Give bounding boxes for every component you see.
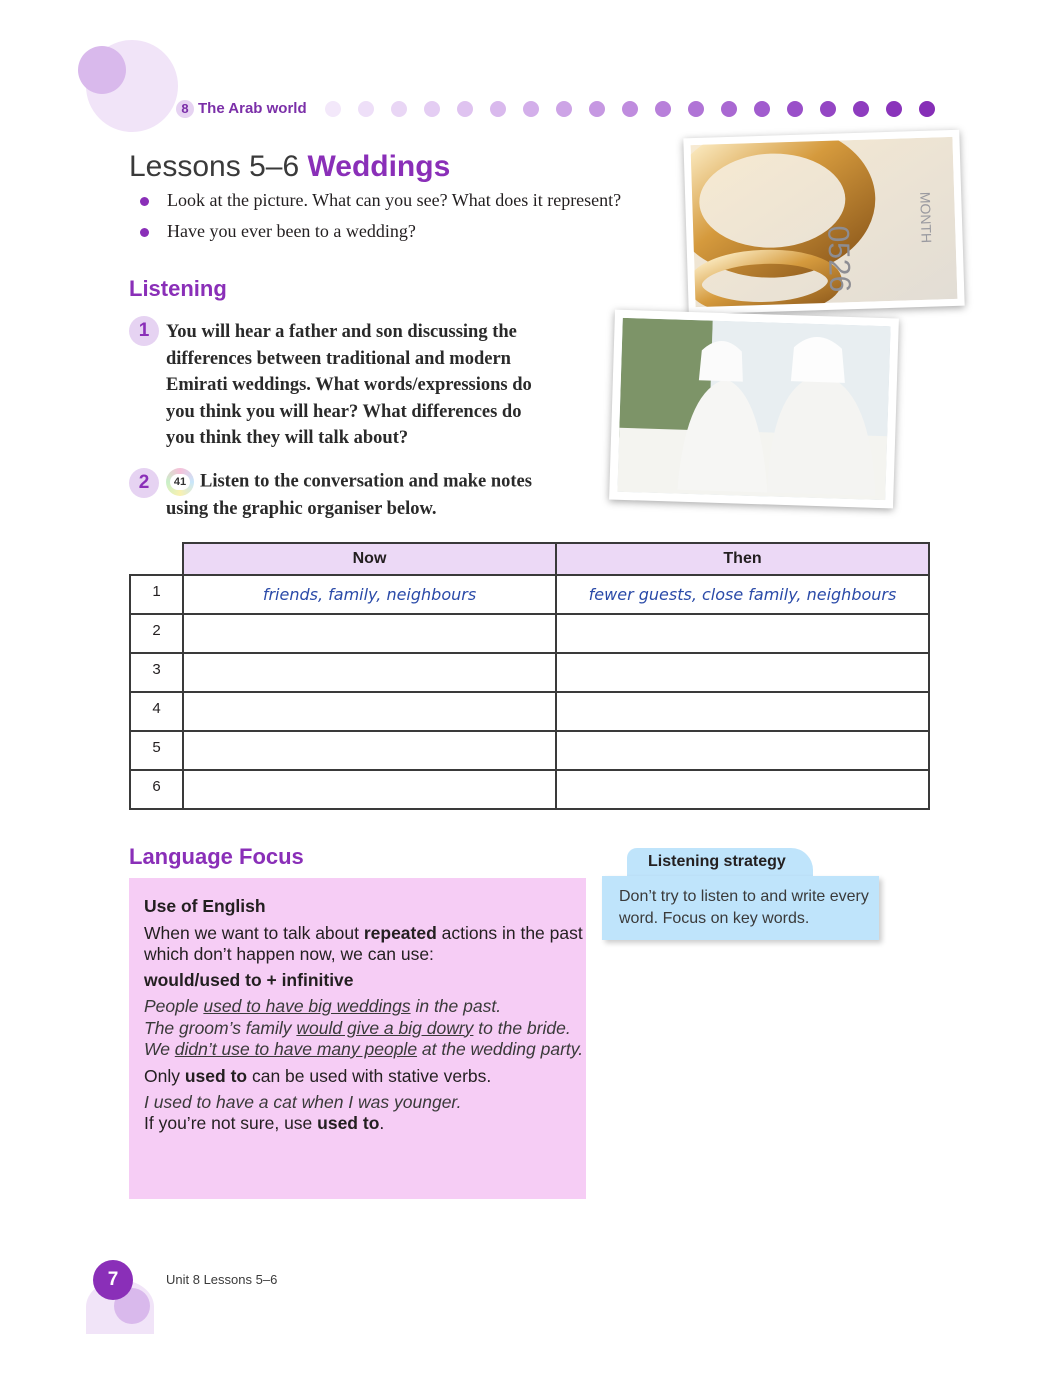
header-dot: [853, 101, 869, 117]
header-dot: [424, 101, 440, 117]
now-cell[interactable]: [183, 692, 556, 731]
header-dot: [754, 101, 770, 117]
page-number: 7: [93, 1260, 133, 1300]
graphic-organiser-table: [129, 542, 930, 810]
language-focus-heading: Language Focus: [129, 844, 304, 869]
men-talking-image: [617, 318, 890, 500]
header-dot: [655, 101, 671, 117]
unsure-note: If you’re not sure, use used to.: [144, 1113, 385, 1133]
header-dot: [325, 101, 341, 117]
example-sentence: We didn’t use to have many people at the wedding party.: [144, 1039, 584, 1059]
warmup-bullets: [140, 190, 621, 252]
row-number: 5: [130, 731, 183, 770]
header-dot: [490, 101, 506, 117]
svg-text:MONTH: MONTH: [917, 191, 935, 244]
header-dot: [523, 101, 539, 117]
header-dot: [457, 101, 473, 117]
decor-circle-small: [78, 46, 126, 94]
svg-text:0526: 0526: [821, 225, 857, 293]
exercise-1-text: [166, 319, 586, 452]
exercise-1-number: 1: [129, 316, 159, 346]
example-sentence: People used to have big weddings in the past.: [144, 996, 502, 1016]
then-cell[interactable]: [556, 614, 929, 653]
use-of-english-content: [144, 896, 584, 1139]
header-dot: [721, 101, 737, 117]
exercise-1-line: Emirati weddings. What words/expressions do: [166, 375, 532, 395]
header-dot: [589, 101, 605, 117]
now-cell[interactable]: [183, 770, 556, 809]
example-sentence: The groom’s family would give a big dowry to the bride.: [144, 1017, 571, 1038]
row-number: 3: [130, 653, 183, 692]
table-row: [130, 731, 929, 770]
exercise-2-text: [166, 468, 586, 523]
father-son-photo: [609, 310, 899, 509]
exercise-1-line: You will hear a father and son discussing the: [166, 322, 517, 342]
header-dot: [787, 101, 803, 117]
grammar-rule: would/used to + infinitive: [144, 970, 354, 990]
list-item: [140, 221, 621, 252]
exercise-2-number: 2: [129, 468, 159, 498]
unit-header: [176, 100, 307, 118]
table-row: [130, 692, 929, 731]
header-dot: [556, 101, 572, 117]
table-row: [130, 653, 929, 692]
table-corner: [130, 543, 183, 575]
header-dot: [622, 101, 638, 117]
audio-track-number: 41: [170, 474, 190, 490]
exercise-2-line: using the graphic organiser below.: [166, 499, 437, 519]
row-number: 4: [130, 692, 183, 731]
row-number: 6: [130, 770, 183, 809]
page-title: [129, 150, 450, 184]
column-header-now: Now: [183, 543, 556, 575]
wedding-rings-photo: [683, 130, 964, 315]
exercise-2-line: Listen to the conversation and make notes: [200, 471, 532, 492]
then-cell[interactable]: fewer guests, close family, neighbours: [556, 575, 929, 614]
box-title: Use of English: [144, 896, 266, 916]
then-cell[interactable]: [556, 653, 929, 692]
bullet-text: Have you ever been to a wedding?: [167, 221, 416, 241]
unit-number: 8: [176, 100, 194, 118]
listening-heading: Listening: [129, 276, 227, 301]
exercise-1-line: you think they will talk about?: [166, 428, 409, 448]
example-sentence: I used to have a cat when I was younger.: [144, 1091, 462, 1112]
bullet-text: Look at the picture. What can you see? What does it represent?: [167, 190, 622, 210]
strategy-title: Listening strategy: [648, 853, 786, 870]
table-row: [130, 614, 929, 653]
header-dot: [919, 101, 935, 117]
header-dot: [358, 101, 374, 117]
now-cell[interactable]: friends, family, neighbours: [183, 575, 556, 614]
now-cell[interactable]: [183, 614, 556, 653]
then-cell[interactable]: [556, 731, 929, 770]
table-row: [130, 770, 929, 809]
intro-text: When we want to talk about repeated actions in the past which don’t happen now, we can use:: [144, 923, 583, 964]
lesson-prefix: Lessons 5–6: [129, 150, 300, 183]
row-number: 2: [130, 614, 183, 653]
now-cell[interactable]: [183, 653, 556, 692]
table-row: [130, 575, 929, 614]
lesson-topic: Weddings: [307, 150, 451, 183]
rings-image: [691, 137, 958, 307]
exercise-1-line: differences between traditional and modern: [166, 348, 511, 369]
unit-title: The Arab world: [198, 100, 307, 117]
column-header-then: Then: [556, 543, 929, 575]
bullet-icon: [140, 228, 149, 237]
header-dot: [391, 101, 407, 117]
header-dot: [886, 101, 902, 117]
row-number: 1: [130, 575, 183, 614]
header-dot: [688, 101, 704, 117]
list-item: [140, 190, 621, 221]
strategy-text: Don’t try to listen to and write every word. Focus on key words.: [619, 888, 869, 927]
stative-note: Only used to can be used with stative verbs.: [144, 1065, 492, 1086]
exercise-1-line: you think you will hear? What differences do: [166, 401, 522, 422]
table-header-row: [130, 543, 929, 575]
now-cell[interactable]: [183, 731, 556, 770]
bullet-icon: [140, 197, 149, 206]
then-cell[interactable]: [556, 692, 929, 731]
footer-text: Unit 8 Lessons 5–6: [166, 1272, 278, 1287]
then-cell[interactable]: [556, 770, 929, 809]
audio-cd-icon[interactable]: [166, 468, 194, 496]
header-dot: [820, 101, 836, 117]
